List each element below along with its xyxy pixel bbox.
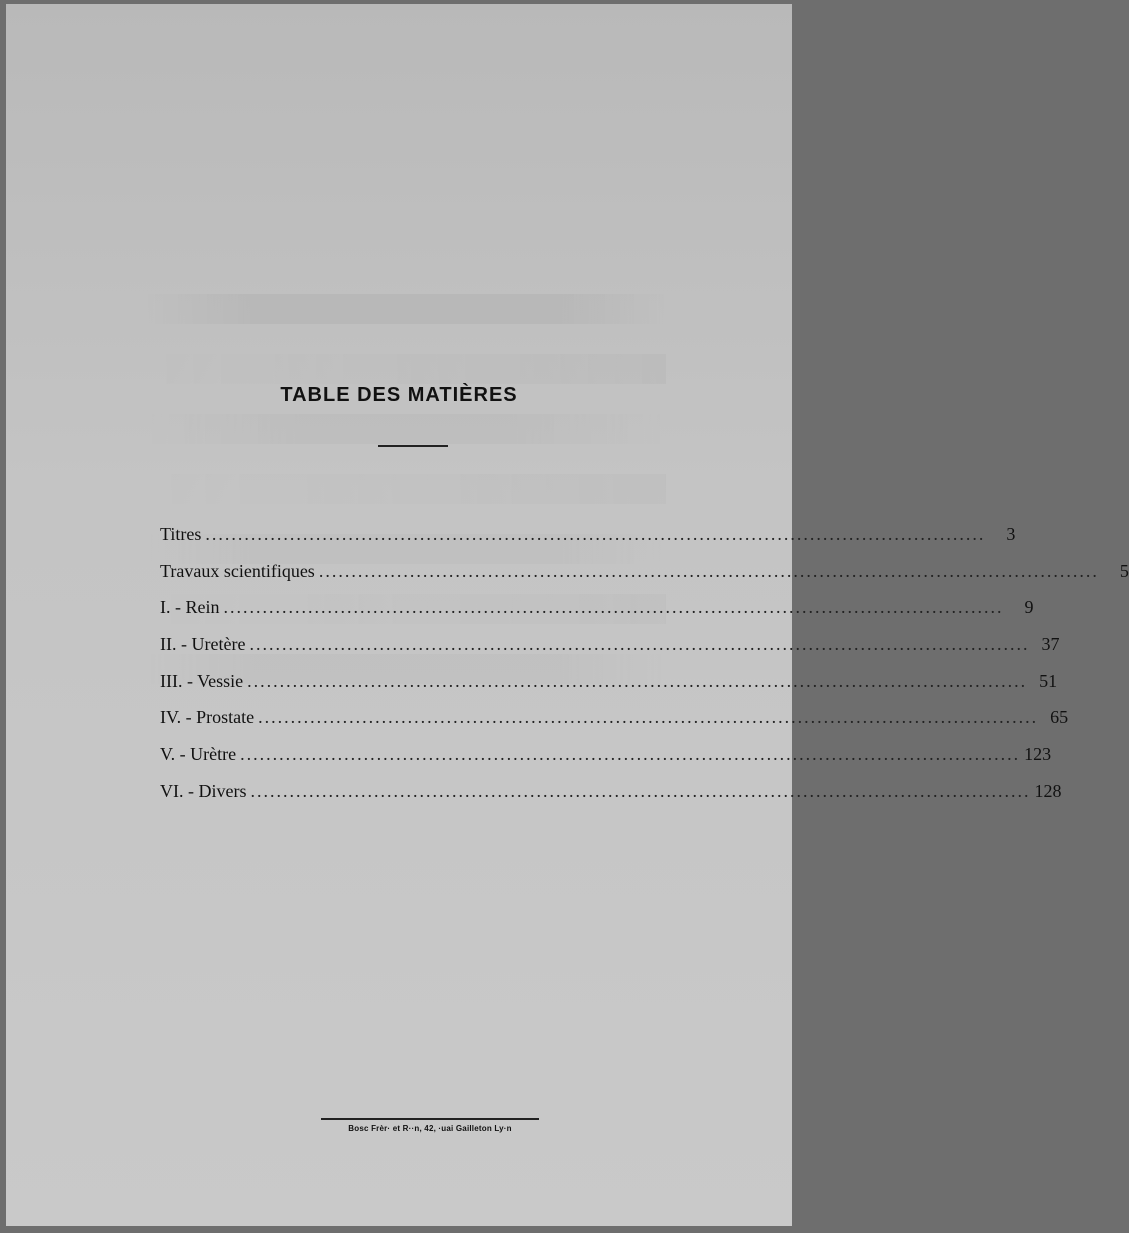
toc-entry xyxy=(160,670,1058,708)
toc-leader-dots: ........................................................................................................................ xyxy=(240,744,1021,765)
toc-entry-label: Titres xyxy=(160,524,202,544)
toc-entry xyxy=(160,780,1062,818)
toc-entry-page: 3 xyxy=(1006,524,1016,544)
toc-leader-dots: ........................................................................................................................ xyxy=(318,560,1099,581)
toc-entry xyxy=(160,707,1069,744)
toc-entry xyxy=(160,634,1060,671)
toc-entry xyxy=(160,597,1034,634)
toc-entry xyxy=(160,744,1052,781)
toc-entry-label: IV. - Prostate xyxy=(160,707,255,728)
printer-imprint: Bosc Frèr· et R··n, 42, ·uai Gailleton Ly·n xyxy=(348,1124,512,1133)
toc-leader-dots: ........................................................................................................................ xyxy=(223,597,1004,618)
toc-leader-dots: ........................................................................................................................ xyxy=(250,780,1031,801)
page-title: TABLE DES MATIÈRES xyxy=(280,384,518,406)
toc-entry-label: V. - Urètre xyxy=(160,744,237,765)
toc-entry-label: III. - Vessie xyxy=(160,670,244,691)
title-divider xyxy=(378,445,448,447)
toc-entry-page: 37 xyxy=(1041,634,1060,655)
toc-entry-page: 65 xyxy=(1050,707,1069,728)
toc-entry xyxy=(160,560,1129,598)
toc-entry-page: 128 xyxy=(1034,780,1062,801)
footer-divider xyxy=(321,1118,539,1120)
toc-entry-label: Travaux scientifiques xyxy=(160,560,315,581)
toc-entry-page: 5 xyxy=(1119,560,1129,581)
toc-leader-dots: ........................................................................................................................ xyxy=(247,670,1028,691)
toc-leader-dots: ........................................................................................................................ xyxy=(249,634,1030,655)
toc-entry-label: I. - Rein xyxy=(160,597,220,618)
toc-leader-dots: ........................................................................................................................ xyxy=(258,707,1039,728)
toc-entry-page: 9 xyxy=(1024,597,1034,618)
toc-entry-label: VI. - Divers xyxy=(160,780,247,801)
document-page xyxy=(6,4,1129,1226)
toc-entry-page: 123 xyxy=(1024,744,1052,765)
table-of-contents xyxy=(160,524,1129,818)
toc-leader-dots: ........................................................................................................................ xyxy=(205,524,986,544)
toc-entry-label: II. - Uretère xyxy=(160,634,246,655)
toc-entry xyxy=(160,524,1016,561)
toc-entry-page: 51 xyxy=(1039,670,1058,691)
